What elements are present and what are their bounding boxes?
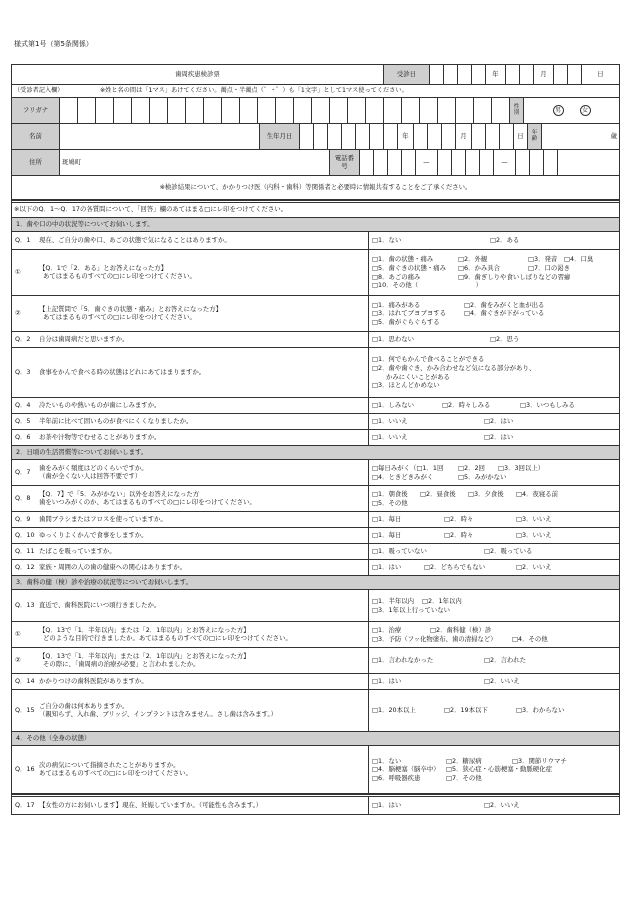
q4-option[interactable]: □3．いつもしみる <box>520 400 575 409</box>
q2-number: Q．2 <box>15 334 31 343</box>
q17-option[interactable]: □2．いいえ <box>484 800 520 809</box>
phone-box[interactable] <box>530 150 544 175</box>
exam-year-unit: 年 <box>486 65 506 84</box>
question-q17 <box>12 794 619 814</box>
q6-option[interactable]: □2．はい <box>484 432 514 441</box>
q8-number: Q．8 <box>15 493 31 502</box>
q9-option[interactable]: □2．時々 <box>444 514 474 523</box>
examinee-instruction: ※姓と名の間は「1マス」あけてください。濁点・半濁点（゛・゜）も「1文字」として1マス使ってください。 <box>100 87 408 95</box>
age-label: 年齢 <box>528 124 542 149</box>
q8-option[interactable]: □2．昼食後 <box>420 489 456 498</box>
furigana-box[interactable] <box>168 98 186 123</box>
q8-option[interactable]: □4．夜寝る前 <box>516 489 559 498</box>
q10-number: Q．10 <box>15 530 35 539</box>
q15-option[interactable]: □2．19本以下 <box>444 705 488 714</box>
phone-dash: — <box>416 150 438 175</box>
furigana-box[interactable] <box>312 98 330 123</box>
exam-form <box>11 64 620 815</box>
exam-date-box[interactable] <box>472 65 486 84</box>
q1b-number: ② <box>15 308 21 317</box>
exam-date-box[interactable] <box>554 65 568 84</box>
sex-label: 性別 <box>510 98 524 123</box>
sex-female-option[interactable]: 女 <box>580 105 591 116</box>
intro-note: ※以下のQ．1～Q．17の各質問について、「回答」欄のあてはまる□にレ印をつけてください。 <box>14 205 288 214</box>
q12-option[interactable]: □1．はい <box>372 562 402 571</box>
question-q1-second-followup <box>12 296 619 332</box>
section-3-header: 3．歯科の健（検）診や治療の状況等についてお伺いします。 <box>12 576 619 590</box>
q1b-option[interactable]: □5．歯がぐらぐらする <box>372 317 440 326</box>
q1a-option[interactable]: □2．外観 <box>458 255 488 264</box>
q5-option[interactable]: □1．いいえ <box>372 416 408 425</box>
phone-box[interactable] <box>452 150 466 175</box>
phone-box[interactable] <box>480 150 494 175</box>
q7-subtext: （歯が全くない人は回答不要です） <box>39 471 142 480</box>
q13a-option[interactable]: □4．その他 <box>512 634 548 643</box>
furigana-box[interactable] <box>60 98 78 123</box>
question-q5 <box>12 414 619 430</box>
q14-number: Q．14 <box>15 676 35 685</box>
q13b-option[interactable]: □2．言われた <box>484 655 527 664</box>
sex-options <box>524 98 619 123</box>
dob-label: 生年月日 <box>260 124 300 149</box>
phone-label: 電話番号 <box>330 150 360 175</box>
q12-option[interactable]: □2．いいえ <box>516 562 552 571</box>
exam-date-box[interactable] <box>444 65 458 84</box>
exam-date-box[interactable] <box>520 65 534 84</box>
exam-date-box[interactable] <box>430 65 444 84</box>
address-value: 斑鳩町 <box>62 157 82 166</box>
question-q16 <box>12 746 619 794</box>
q1b-option[interactable]: □3．はれてブヨブヨする <box>372 309 447 318</box>
question-q12 <box>12 560 619 576</box>
phone-box[interactable] <box>544 150 558 175</box>
q1-text: 現在、ご自分の歯や口、あごの状態で気になることはありますか。 <box>39 235 231 244</box>
furigana-box[interactable] <box>294 98 312 123</box>
dob-box[interactable] <box>370 124 384 149</box>
q7-option[interactable]: □2．2回 <box>458 463 485 472</box>
exam-day-unit: 日 <box>597 69 604 78</box>
q1a-option[interactable]: □4．口臭 <box>564 255 594 264</box>
consent-note: ※検診結果について、かかりつけ医（内科・歯科）等関係者と必要時に情報共有することをご了承ください。 <box>159 182 472 191</box>
q10-option[interactable]: □1．毎日 <box>372 530 402 539</box>
q4-option[interactable]: □2．時々しみる <box>442 400 491 409</box>
q16-option[interactable]: □3．関節リウマチ <box>512 756 567 765</box>
section-4-header: 4．その他（全身の状態） <box>12 732 619 746</box>
phone-box[interactable] <box>466 150 480 175</box>
q1a-number: ① <box>15 267 21 276</box>
q3-text: 食事をかんで食べる時の状態はどれにあてはまりますか。 <box>39 367 206 376</box>
q8-subtext: 歯をいつみがくのか、あてはまるものすべての□にレ印をつけてください。 <box>39 497 256 506</box>
q4-number: Q．4 <box>15 400 31 409</box>
q16-option[interactable]: □6．呼吸器疾患 <box>372 773 421 782</box>
dob-box[interactable] <box>414 124 428 149</box>
q16-option[interactable]: □2．糖尿病 <box>446 756 482 765</box>
form-title: 歯周疾患検診票 <box>12 65 384 84</box>
furigana-row <box>12 98 619 124</box>
sex-male-option[interactable]: 男 <box>553 105 564 116</box>
q13a-subtext: どのような目的で行きましたか。あてはまるものすべての□にレ印をつけてください。 <box>43 633 292 642</box>
dob-month-unit: 月 <box>456 124 472 149</box>
phone-box[interactable] <box>558 150 619 175</box>
dob-box[interactable] <box>342 124 356 149</box>
q11-text: たばこを吸っていますか。 <box>39 546 116 555</box>
dob-box[interactable] <box>486 124 500 149</box>
furigana-label: フリガナ <box>12 98 60 123</box>
address-field[interactable] <box>60 150 330 175</box>
q3-option[interactable]: □3．ほとんどかめない <box>372 381 440 390</box>
q5-option[interactable]: □2．はい <box>484 416 514 425</box>
q7-option[interactable]: □5．みがかない <box>458 472 507 481</box>
q8-text: 【Q．7】で「5．みがかない」以外をお答えになった方 <box>39 489 200 498</box>
furigana-box[interactable] <box>204 98 222 123</box>
q13b-option[interactable]: □1．言われなかった <box>372 655 434 664</box>
q15-option[interactable]: □3．わからない <box>516 705 565 714</box>
q8-option[interactable]: □5．その他 <box>372 498 408 507</box>
q6-number: Q．6 <box>15 432 31 441</box>
q13a-text: 【Q．13で「1．半年以内」または「2．1年以内」とお答えになった方】 <box>39 625 250 634</box>
q1a-option[interactable]: □6．かみ具合 <box>458 263 501 272</box>
q9-text: 歯間ブラシまたはフロスを使っていますか。 <box>39 514 167 523</box>
furigana-box[interactable] <box>78 98 96 123</box>
furigana-box[interactable] <box>186 98 204 123</box>
q13-option[interactable]: □3．1年以上行っていない <box>372 605 451 614</box>
q13a-number: ① <box>15 629 21 638</box>
q11-number: Q．11 <box>15 546 35 555</box>
q8-option[interactable]: □3．夕食後 <box>468 489 504 498</box>
furigana-box[interactable] <box>114 98 132 123</box>
examinee-label: （受診者記入欄） <box>14 87 64 95</box>
q16-option[interactable]: □1．ない <box>372 756 402 765</box>
dob-box[interactable] <box>328 124 342 149</box>
q2-text: 自分は歯周病だと思いますか。 <box>39 334 129 343</box>
q10-option[interactable]: □3．いいえ <box>516 530 552 539</box>
q14-option[interactable]: □2．いいえ <box>484 676 520 685</box>
name-row <box>12 124 619 150</box>
q1a-subtext: あてはまるものすべての□にレ印をつけてください。 <box>43 271 196 280</box>
dob-box[interactable] <box>442 124 456 149</box>
question-q14 <box>12 674 619 690</box>
q16-option[interactable]: □4．脳梗塞（脳卒中） <box>372 765 440 774</box>
q1b-option[interactable]: □4．歯ぐきが下がっている <box>464 309 545 318</box>
q16-number: Q．16 <box>15 764 35 773</box>
q1b-option[interactable]: □2．歯をみがくと血が出る <box>464 300 545 309</box>
phone-box[interactable] <box>388 150 402 175</box>
q6-option[interactable]: □1．いいえ <box>372 432 408 441</box>
question-q1-followup <box>12 250 619 296</box>
exam-date-box[interactable] <box>568 65 582 84</box>
q1-number: Q．1 <box>15 235 31 244</box>
q1a-option[interactable]: □5．歯ぐきの状態・痛み <box>372 263 447 272</box>
question-q4 <box>12 398 619 414</box>
q3-option-continued: かみにくいことがある <box>386 372 450 381</box>
exam-date-label: 受診日 <box>384 65 430 84</box>
q1b-subtext: あてはまるものすべての□にレ印をつけてください。 <box>43 312 196 321</box>
q2-option[interactable]: □1．思わない <box>372 334 415 343</box>
address-row <box>12 150 619 176</box>
furigana-box[interactable] <box>366 98 384 123</box>
phone-box[interactable] <box>402 150 416 175</box>
q12-number: Q．12 <box>15 562 35 571</box>
question-q3 <box>12 348 619 398</box>
furigana-box[interactable] <box>438 98 456 123</box>
q16-subtext: あてはまるものすべての□にレ印をつけてください。 <box>39 768 192 777</box>
q13b-subtext: その際に、「歯周病の治療が必要」と言われましたか。 <box>43 659 200 668</box>
address-label: 住所 <box>12 150 60 175</box>
q13b-text: 【Q．13で「1．半年以内」または「2．1年以内」とお答えになった方】 <box>39 651 250 660</box>
q1-option[interactable]: □2．ある <box>490 235 520 244</box>
q5-text: 半年前に比べて固いものが食べにくくなりましたか。 <box>39 416 193 425</box>
q17-text: 【女性の方にお伺いします】現在、妊娠していますか。（可能性も含みます。） <box>39 800 263 809</box>
furigana-box[interactable] <box>384 98 402 123</box>
question-q7 <box>12 460 619 486</box>
q12-option[interactable]: □2．どちらでもない <box>424 562 486 571</box>
q12-text: 家族・周囲の人の歯の健康への関心はありますか。 <box>39 562 186 571</box>
furigana-box[interactable] <box>348 98 366 123</box>
name-field[interactable] <box>60 124 260 149</box>
q1b-option[interactable]: □1．痛みがある <box>372 300 421 309</box>
q1a-option[interactable]: □10．その他（ ） <box>372 281 483 290</box>
q16-option[interactable]: □5．狭心症・心筋梗塞・動脈硬化症 <box>446 765 552 774</box>
age-field[interactable] <box>542 124 619 149</box>
q5-number: Q．5 <box>15 416 31 425</box>
dob-box[interactable] <box>500 124 514 149</box>
dob-year-unit: 年 <box>398 124 414 149</box>
q8-option[interactable]: □1．朝食後 <box>372 489 408 498</box>
q16-option[interactable]: □7．その他 <box>446 773 482 782</box>
exam-date-box[interactable] <box>458 65 472 84</box>
exam-month-unit: 月 <box>534 65 554 84</box>
dob-box[interactable] <box>428 124 442 149</box>
question-q6 <box>12 430 619 446</box>
furigana-box[interactable] <box>132 98 150 123</box>
q1a-option[interactable]: □7．口の渇き <box>528 263 571 272</box>
q10-option[interactable]: □2．時々 <box>444 530 474 539</box>
furigana-box[interactable] <box>492 98 510 123</box>
phone-dash: — <box>494 150 516 175</box>
q17-number: Q．17 <box>15 800 35 809</box>
q11-option[interactable]: □2．吸っている <box>484 546 533 555</box>
q3-option[interactable]: □1．何でもかんで食べることができる <box>372 355 485 364</box>
question-q13 <box>12 590 619 622</box>
dob-box[interactable] <box>472 124 486 149</box>
q1a-option[interactable]: □9．歯ぎしりや食いしばりなどの習癖 <box>458 272 571 281</box>
question-q10 <box>12 528 619 544</box>
question-q15 <box>12 690 619 732</box>
q13a-option[interactable]: □1．治療 <box>372 625 402 634</box>
dob-box[interactable] <box>384 124 398 149</box>
section-2-header: 2．日頃の生活習慣等についてお伺いします。 <box>12 446 619 460</box>
dob-day-unit: 日 <box>514 124 528 149</box>
q1-option[interactable]: □1．ない <box>372 235 402 244</box>
q10-text: ゆっくりよくかんで食事をしますか。 <box>39 530 148 539</box>
phone-box[interactable] <box>516 150 530 175</box>
furigana-box[interactable] <box>456 98 474 123</box>
q7-text: 歯をみがく頻度はどのくらいですか。 <box>39 463 148 472</box>
q15-text: ご自分の歯は何本ありますか。 <box>39 701 129 710</box>
q15-option[interactable]: □1．20本以上 <box>372 705 416 714</box>
q7-option[interactable]: □毎日みがく（□1．1回 <box>372 463 444 472</box>
intro-row <box>12 200 619 218</box>
q13-option[interactable]: □1．半年以内 <box>372 596 415 605</box>
question-q8 <box>12 486 619 512</box>
q13b-number: ② <box>15 655 21 664</box>
q3-option[interactable]: □2．歯や歯ぐき、かみ合わせなど気になる部分があり、 <box>372 363 536 372</box>
q7-number: Q．7 <box>15 467 31 476</box>
q2-option[interactable]: □2．思う <box>490 334 520 343</box>
q13a-option[interactable]: □3．予防（フッ化物塗布、歯の清掃など） <box>372 634 497 643</box>
dob-box[interactable] <box>356 124 370 149</box>
examinee-instruction-row <box>12 85 619 98</box>
furigana-box[interactable] <box>402 98 420 123</box>
q13-number: Q．13 <box>15 600 35 609</box>
q15-number: Q．15 <box>15 705 35 714</box>
q1a-option[interactable]: □3．発音 <box>528 255 558 264</box>
q13-text: 直近で、歯科医院にいつ頃行きましたか。 <box>39 600 161 609</box>
name-label: 名前 <box>12 124 60 149</box>
q1a-option[interactable]: □1．歯の状態・痛み <box>372 255 434 264</box>
q3-number: Q．3 <box>15 367 31 376</box>
dob-box[interactable] <box>300 124 314 149</box>
phone-box[interactable] <box>374 150 388 175</box>
q14-text: かかりつけの歯科医院がありますか。 <box>39 676 148 685</box>
q13-option[interactable]: □2．1年以内 <box>422 596 462 605</box>
furigana-box[interactable] <box>474 98 492 123</box>
q17-option[interactable]: □1．はい <box>372 800 402 809</box>
q4-option[interactable]: □1．しみない <box>372 400 415 409</box>
exam-date-box[interactable] <box>506 65 520 84</box>
age-unit: 歳 <box>610 131 617 140</box>
q1a-text: 【Q．1で「2．ある」とお答えになった方】 <box>39 263 168 272</box>
question-q2 <box>12 332 619 348</box>
question-q13-second-followup <box>12 648 619 674</box>
question-q1 <box>12 232 619 250</box>
furigana-box[interactable] <box>240 98 258 123</box>
form-number: 様式第1号（第5条関係） <box>14 40 93 48</box>
furigana-box[interactable] <box>330 98 348 123</box>
q6-text: お茶や汁物等でむせることがありますか。 <box>39 432 161 441</box>
q9-option[interactable]: □3．いいえ <box>516 514 552 523</box>
q13a-option[interactable]: □2．歯科健（検）診 <box>430 625 492 634</box>
furigana-box[interactable] <box>276 98 294 123</box>
furigana-box[interactable] <box>222 98 240 123</box>
furigana-box[interactable] <box>150 98 168 123</box>
consent-row <box>12 176 619 200</box>
question-q13-followup <box>12 622 619 648</box>
q16-text: 次の病気について指摘されたことがありますか。 <box>39 760 180 769</box>
furigana-box[interactable] <box>258 98 276 123</box>
q11-option[interactable]: □1．吸っていない <box>372 546 427 555</box>
question-q9 <box>12 512 619 528</box>
question-q11 <box>12 544 619 560</box>
section-1-header: 1．歯や口の中の状況等についてお伺いします。 <box>12 218 619 232</box>
dob-box[interactable] <box>314 124 328 149</box>
q1b-text: 【上記質問で「5．歯ぐきの状態・痛み」とお答えになった方】 <box>39 304 223 313</box>
q7-option[interactable]: □3．3回以上） <box>498 463 545 472</box>
q9-number: Q．9 <box>15 514 31 523</box>
phone-box[interactable] <box>360 150 374 175</box>
phone-box[interactable] <box>438 150 452 175</box>
q4-text: 冷たいものや熱いものが歯にしみますか。 <box>39 400 161 409</box>
q15-subtext: （親知らず、入れ歯、ブリッジ、インプラントは含みません。さし歯は含みます。） <box>39 709 277 718</box>
title-row <box>12 65 619 85</box>
q7-option[interactable]: □4．ときどきみがく <box>372 472 434 481</box>
q9-option[interactable]: □1．毎日 <box>372 514 402 523</box>
q14-option[interactable]: □1．はい <box>372 676 402 685</box>
furigana-box[interactable] <box>96 98 114 123</box>
q1a-option[interactable]: □8．あごの痛み <box>372 272 421 281</box>
furigana-box[interactable] <box>420 98 438 123</box>
